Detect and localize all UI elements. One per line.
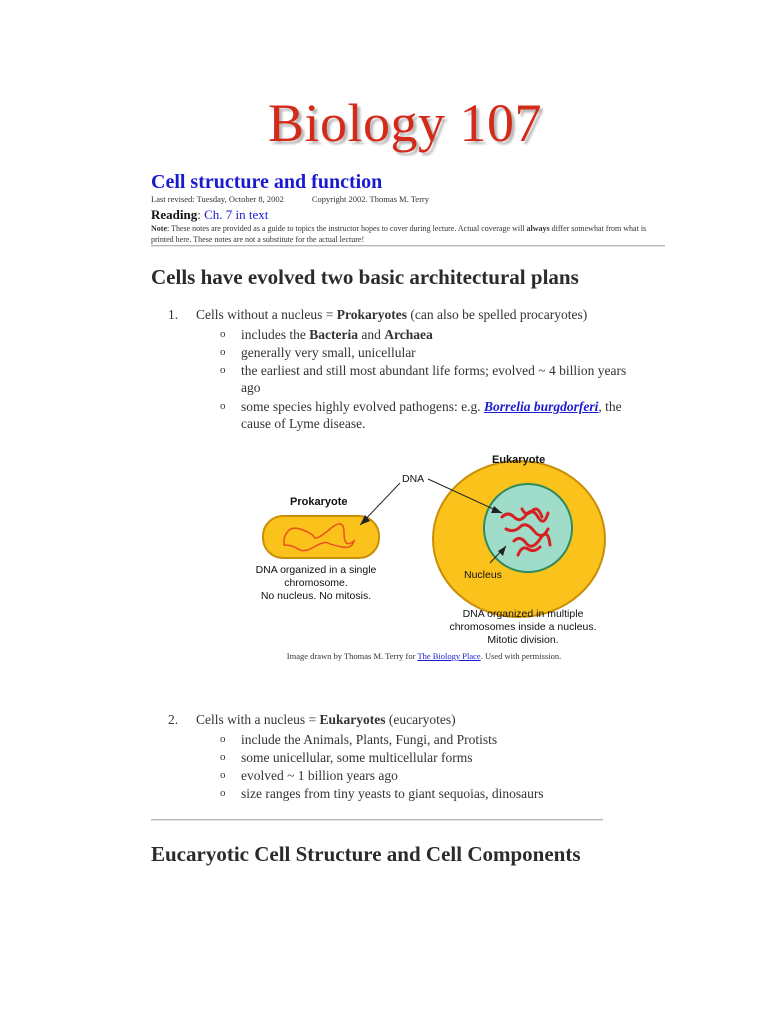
prokaryote-desc: DNA organized in a single <box>255 564 377 576</box>
eukaryote-desc: Mitotic division. <box>487 634 559 646</box>
sub-text: and <box>357 327 385 342</box>
sub-text: generally very small, unicellular <box>241 345 416 360</box>
last-revised: Last revised: Tuesday, October 8, 2002 <box>151 194 284 204</box>
list-item-prokaryotes <box>168 307 587 323</box>
prokaryote-label: Prokaryote <box>290 496 348 508</box>
list-item-eukaryotes <box>168 712 456 728</box>
sub-item <box>220 785 650 802</box>
sub-item <box>220 731 650 748</box>
note-emphasis: always <box>526 224 550 233</box>
nucleus <box>484 484 572 572</box>
dna-label: DNA <box>402 473 425 485</box>
item-number: 1. <box>168 307 179 322</box>
item-text-end: (can also be spelled procaryotes) <box>406 307 588 322</box>
sub-term: Bacteria <box>309 327 358 342</box>
item-text: Cells without a nucleus = <box>196 307 337 322</box>
nucleus-label: Nucleus <box>464 569 502 581</box>
bullet: o <box>220 328 226 340</box>
item-term: Eukaryotes <box>319 712 386 727</box>
sub-text: , the cause of Lyme disease. <box>241 399 622 431</box>
bullet: o <box>220 400 226 412</box>
caption-text: Image drawn by Thomas M. Terry for <box>286 651 418 661</box>
bullet: o <box>220 787 226 799</box>
sub-item <box>220 344 650 361</box>
bullet: o <box>220 364 226 376</box>
divider <box>151 245 665 247</box>
item-term: Prokaryotes <box>336 307 407 322</box>
sub-text: the earliest and still most abundant life forms; evolved ~ 4 billion years ago <box>241 363 627 395</box>
note-label: Note <box>151 224 167 233</box>
caption-text: . Used with permission. <box>480 651 562 661</box>
section-heading: Cells have evolved two basic architectural plans <box>151 265 579 289</box>
bullet: o <box>220 751 226 763</box>
page-title: Biology 107 <box>267 93 543 153</box>
note-block <box>151 223 651 245</box>
sub-text: evolved ~ 1 billion years ago <box>241 768 398 783</box>
note-text-end: differ somewhat from what is printed here. These notes are not a substitute for the actual lecture! <box>151 224 647 244</box>
reading-value: Ch. 7 in text <box>204 207 269 222</box>
section-title: Cell structure and function <box>151 171 383 193</box>
reading-line: Reading: Ch. 7 in text <box>151 207 269 222</box>
note-text: : These notes are provided as a guide to topics the instructor hopes to cover during lecture. Actual coverage will <box>167 224 527 233</box>
eukaryote-desc: DNA organized in multiple <box>462 608 584 620</box>
eukaryote-desc: chromosomes inside a nucleus. <box>449 621 597 633</box>
section-heading: Eucaryotic Cell Structure and Cell Components <box>151 842 581 866</box>
biology-place-link[interactable]: The Biology Place <box>417 651 481 661</box>
bullet: o <box>220 769 226 781</box>
sub-text: size ranges from tiny yeasts to giant sequoias, dinosaurs <box>241 786 544 801</box>
sub-term: Archaea <box>384 327 433 342</box>
cell-diagram <box>240 443 620 648</box>
prokaryote-desc: chromosome. <box>284 577 348 589</box>
sub-text: include the Animals, Plants, Fungi, and Protists <box>241 732 498 747</box>
reading-label: Reading <box>151 207 198 222</box>
item-text: Cells with a nucleus = <box>196 712 320 727</box>
figure-caption <box>0 651 768 661</box>
bullet: o <box>220 346 226 358</box>
sub-text: some species highly evolved pathogens: e.g. <box>241 399 484 414</box>
revision-line <box>151 194 429 204</box>
sub-text: some unicellular, some multicellular forms <box>241 750 473 765</box>
item-text-end: (eucaryotes) <box>385 712 456 727</box>
sub-item <box>220 398 640 432</box>
divider <box>151 819 603 821</box>
copyright: Copyright 2002. Thomas M. Terry <box>311 194 429 204</box>
sub-item <box>220 767 650 784</box>
item-number: 2. <box>168 712 179 727</box>
sub-item <box>220 362 640 396</box>
prokaryote-desc: No nucleus. No mitosis. <box>260 590 372 602</box>
sub-item <box>220 749 650 766</box>
sub-item <box>220 326 650 343</box>
sub-text: includes the <box>241 327 310 342</box>
bullet: o <box>220 733 226 745</box>
borrelia-link[interactable]: Borrelia burgdorferi <box>483 399 599 414</box>
eukaryote-label: Eukaryote <box>492 454 546 466</box>
